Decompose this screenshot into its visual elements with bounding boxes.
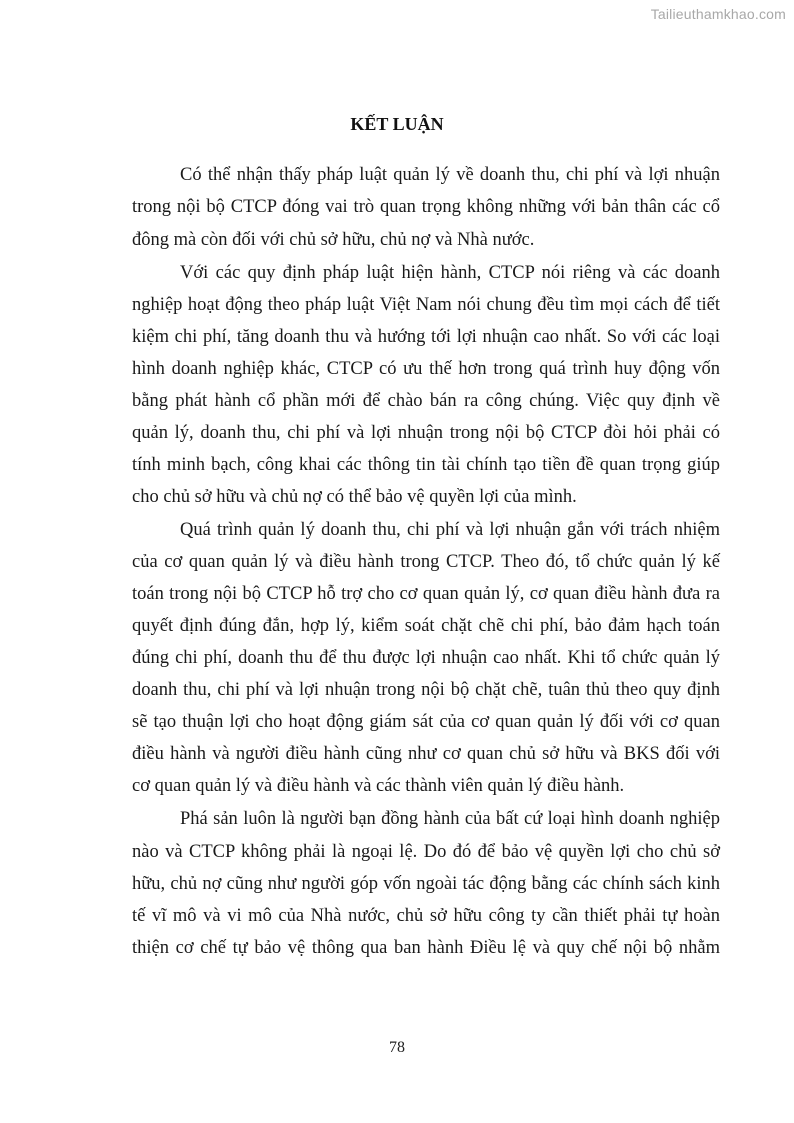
paragraph-4-line-1: Phá sản luôn là người bạn đồng hành của bất cứ loại hình doanh nghiệp (180, 809, 720, 829)
paragraph-3-line-3: toán trong nội bộ CTCP hỗ trợ cho cơ quan quản lý, cơ quan điều hành đưa ra (132, 584, 720, 604)
paragraph-2-line-7: tính minh bạch, công khai các thông tin tài chính tạo tiền đề quan trọng giúp (132, 455, 720, 475)
paragraph-2-line-8: cho chủ sở hữu và chủ nợ có thể bảo vệ quyền lợi của mình. (132, 487, 577, 507)
paragraph-4-line-3: hữu, chủ nợ cũng như người góp vốn ngoài tác động bằng các chính sách kinh (132, 874, 720, 894)
paragraph-2-line-1: Với các quy định pháp luật hiện hành, CTCP nói riêng và các doanh (180, 263, 720, 283)
paragraph-4-line-5: thiện cơ chế tự bảo vệ thông qua ban hành Điều lệ và quy chế nội bộ nhằm (132, 938, 720, 958)
paragraph-2-line-6: quản lý, doanh thu, chi phí và lợi nhuận trong nội bộ CTCP đòi hỏi phải có (132, 423, 720, 443)
paragraph-2-line-4: hình doanh nghiệp khác, CTCP có ưu thế hơn trong quá trình huy động vốn (132, 359, 720, 379)
watermark: Tailieuthamkhao.com (650, 6, 786, 22)
paragraph-3-line-7: sẽ tạo thuận lợi cho hoạt động giám sát của cơ quan quản lý đối với cơ quan (132, 712, 720, 732)
paragraph-4-line-2: nào và CTCP không phải là ngoại lệ. Do đó để bảo vệ quyền lợi cho chủ sở (132, 842, 720, 862)
page-number: 78 (389, 1039, 405, 1056)
paragraph-2-line-2: nghiệp hoạt động theo pháp luật Việt Nam nói chung đều tìm mọi cách để tiết (132, 295, 720, 315)
paragraph-3-line-6: doanh thu, chi phí và lợi nhuận trong nội bộ chặt chẽ, tuân thủ theo quy định (132, 680, 720, 700)
paragraph-3-line-2: của cơ quan quản lý và điều hành trong CTCP. Theo đó, tổ chức quản lý kế (132, 552, 720, 572)
paragraph-2-line-3: kiệm chi phí, tăng doanh thu và hướng tới lợi nhuận cao nhất. So với các loại (132, 327, 720, 347)
paragraph-1-line-3: đông mà còn đối với chủ sở hữu, chủ nợ và Nhà nước. (132, 230, 535, 250)
paragraph-1-line-2: trong nội bộ CTCP đóng vai trò quan trọng không những với bản thân các cổ (132, 197, 720, 217)
paragraph-3-line-1: Quá trình quản lý doanh thu, chi phí và lợi nhuận gắn với trách nhiệm (180, 520, 720, 540)
section-title: KẾT LUẬN (350, 114, 444, 134)
paragraph-3-line-8: điều hành và người điều hành cũng như cơ quan chủ sở hữu và BKS đối với (132, 744, 720, 764)
paragraph-3-line-4: quyết định đúng đắn, hợp lý, kiểm soát chặt chẽ chi phí, bảo đảm hạch toán (132, 616, 720, 636)
paragraph-3-line-5: đúng chi phí, doanh thu để thu được lợi nhuận cao nhất. Khi tổ chức quản lý (132, 648, 720, 668)
paragraph-2-line-5: bằng phát hành cổ phần mới để chào bán ra công chúng. Việc quy định về (132, 391, 720, 411)
paragraph-3-line-9: cơ quan quản lý và điều hành và các thành viên quản lý điều hành. (132, 776, 625, 796)
paragraph-4-line-4: tế vĩ mô và vi mô của Nhà nước, chủ sở hữu công ty cần thiết phải tự hoàn (132, 906, 720, 926)
paragraph-1-line-1: Có thể nhận thấy pháp luật quản lý về doanh thu, chi phí và lợi nhuận (180, 165, 720, 185)
